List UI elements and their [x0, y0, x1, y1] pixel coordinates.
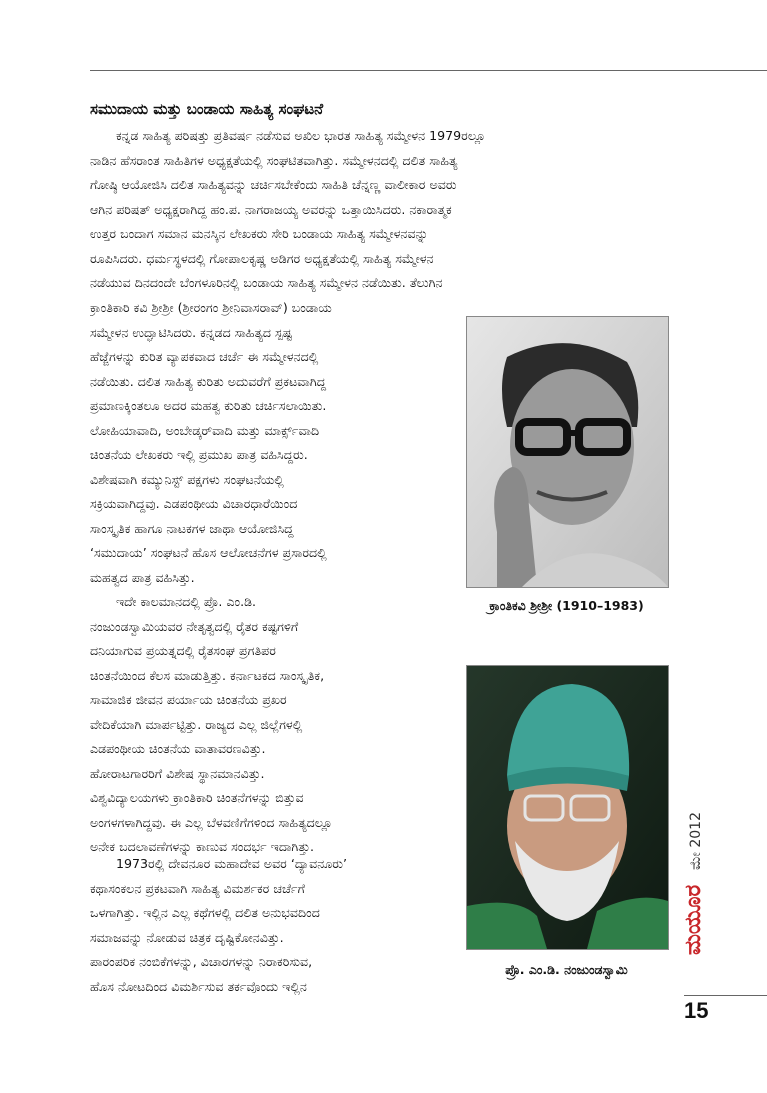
- photo-caption-nanjundaswamy: ಪ್ರೊ. ಎಂ.ಡಿ. ನಂಜುಂಡಸ್ವಾಮಿ: [505, 962, 628, 977]
- paragraph-4: [90, 852, 468, 999]
- text-line: ವಿಶೇಷವಾಗಿ ಕಮ್ಯುನಿಸ್ಟ್ ಪಕ್ಷಗಳು ಸಂಘಟನೆಯಲ್ಲಿ: [90, 471, 284, 487]
- text-line: ನಡೆಯುವ ದಿನದಂದೇ ಬೆಂಗಳೂರಿನಲ್ಲಿ ಬಂಡಾಯ ಸಾಹಿತ್ಯ ಸಮ್ಮೇಳನ ನಡೆಯಿತು. ತೆಲುಗಿನ: [90, 275, 443, 290]
- text-line: ಸಾಮಾಜಿಕ ಜೀವನ ಪರ್ಯಾಯ ಚಿಂತನೆಯ ಪ್ರಖರ: [90, 692, 287, 707]
- text-line: ಕಥಾಸಂಕಲನ ಪ್ರಕಟವಾಗಿ ಸಾಹಿತ್ಯ ವಿಮರ್ಶಕರ ಚರ್ಚೆಗೆ: [90, 880, 305, 896]
- text-line: ಚಿಂತನೆಯ ಲೇಖಕರು ಇಲ್ಲಿ ಪ್ರಮುಖ ಪಾತ್ರ ವಹಿಸಿದ್ದರು.: [90, 447, 308, 462]
- text-line: ಆಗಿನ ಪರಿಷತ್ ಅಧ್ಯಕ್ಷರಾಗಿದ್ದ ಹಂ.ಪ. ನಾಗರಾಜಯ್ಯ ಅವರನ್ನು ಒತ್ತಾಯಿಸಿದರು. ನಕಾರಾತ್ಮಕ: [90, 201, 452, 217]
- portrait-photo-nanjundaswamy: [466, 665, 669, 950]
- text-line: ಎಡಪಂಥೀಯ ಚಿಂತನೆಯ ವಾತಾವರಣವಿತ್ತು.: [90, 741, 266, 756]
- text-line: ರೂಪಿಸಿದರು. ಧರ್ಮಸ್ಥಳದಲ್ಲಿ ಗೋಪಾಲಕೃಷ್ಣ ಅಡಿಗರ ಅಧ್ಯಕ್ಷತೆಯಲ್ಲಿ ಸಾಹಿತ್ಯ ಸಮ್ಮೇಳನ: [90, 250, 434, 266]
- text-line: ‘ಸಮುದಾಯ’ ಸಂಘಟನೆ ಹೊಸ ಆಲೋಚನೆಗಳ ಪ್ರಸಾರದಲ್ಲಿ: [90, 545, 327, 560]
- text-line: ಸಾಂಸ್ಕೃತಿಕ ಹಾಗೂ ನಾಟಕಗಳ ಜಾಥಾ ಆಯೋಜಿಸಿದ್ದ: [90, 520, 294, 536]
- portrait-photo-srisri: [466, 316, 669, 588]
- issue-date: ಮೇ 2012: [688, 812, 704, 870]
- text-line: ಸಮ್ಮೇಳನ ಉದ್ಘಾಟಿಸಿದರು. ಕನ್ನಡದ ಸಾಹಿತ್ಯದ ಸ್ಪಷ್ಟ: [90, 324, 293, 340]
- text-line: ಸಕ್ರಿಯವಾಗಿದ್ದವು. ಎಡಪಂಥೀಯ ವಿಚಾರಧಾರೆಯಿಂದ: [90, 496, 298, 511]
- text-line: ಹೊಸ ನೋಟದಿಂದ ವಿಮರ್ಶಿಸುವ ತರ್ಕವೊಂದು ಇಲ್ಲಿನ: [90, 978, 307, 994]
- magazine-logo: ಮಯೂರ: [681, 884, 706, 955]
- text-line: ಅಂಗಳಗಳಾಗಿದ್ದವು. ಈ ಎಲ್ಲ ಬೆಳವಣಿಗೆಗಳಿಂದ ಸಾಹಿತ್ಯದಲ್ಲೂ: [90, 814, 333, 830]
- text-line: ಒಳಗಾಗಿತ್ತು. ಇಲ್ಲಿನ ಎಲ್ಲ ಕಥೆಗಳಲ್ಲಿ ದಲಿತ ಅನುಭವದಿಂದ: [90, 905, 320, 920]
- page-number: 15: [684, 998, 709, 1023]
- text-line: ಕನ್ನಡ ಸಾಹಿತ್ಯ ಪರಿಷತ್ತು ಪ್ರತಿವರ್ಷ ನಡೆಸುವ ಅಖಿಲ ಭಾರತ ಸಾಹಿತ್ಯ ಸಮ್ಮೇಳನ 1979ರಲ್ಲೂ: [116, 128, 486, 143]
- top-rule: [90, 70, 767, 71]
- paragraph-3: [90, 590, 468, 860]
- paragraph-1: [90, 124, 670, 296]
- text-line: ನಂಜುಂಡಸ್ವಾಮಿಯವರ ನೇತೃತ್ವದಲ್ಲಿ ರೈತರ ಕಷ್ಟಗಳಿಗೆ: [90, 618, 299, 634]
- text-line: ಹೋರಾಟಗಾರರಿಗೆ ವಿಶೇಷ ಸ್ಥಾನಮಾನವಿತ್ತು.: [90, 765, 265, 781]
- text-line: ಹೆಜ್ಜೆಗಳನ್ನು ಕುರಿತ ವ್ಯಾಪಕವಾದ ಚರ್ಚೆ ಈ ಸಮ್ಮೇಳನದಲ್ಲಿ: [90, 349, 319, 364]
- text-line: ಉತ್ತರ ಬಂದಾಗ ಸಮಾನ ಮನಸ್ಕಿನ ಲೇಖಕರು ಸೇರಿ ಬಂಡಾಯ ಸಾಹಿತ್ಯ ಸಮ್ಮೇಳನವನ್ನು: [90, 226, 429, 241]
- text-line: ವಿಶ್ವವಿದ್ಯಾಲಯಗಳು ಕ್ರಾಂತಿಕಾರಿ ಚಿಂತನೆಗಳನ್ನು ಬಿತ್ತುವ: [90, 790, 304, 805]
- text-line: ಸಮಾಜವನ್ನು ನೋಡುವ ಚಿತ್ರಕ ದೃಷ್ಟಿಕೋನವಿತ್ತು.: [90, 929, 284, 945]
- text-line: ಚಿಂತನೆಯಿಂದ ಕೆಲಸ ಮಾಡುತ್ತಿತ್ತು. ಕರ್ನಾಟಕದ ಸಾಂಸ್ಕೃತಿಕ,: [90, 667, 325, 683]
- paragraph-2: [90, 296, 468, 590]
- footer-rule: [684, 995, 767, 996]
- text-line: ಪಾರಂಪರಿಕ ನಂಬಿಕೆಗಳನ್ನು, ವಿಚಾರಗಳನ್ನು ನಿರಾಕರಿಸುವ,: [90, 954, 313, 969]
- text-line: ಮಹತ್ವದ ಪಾತ್ರ ವಹಿಸಿತ್ತು.: [90, 569, 195, 585]
- portrait-illustration-nanjundaswamy: [467, 666, 668, 949]
- section-heading: ಸಮುದಾಯ ಮತ್ತು ಬಂಡಾಯ ಸಾಹಿತ್ಯ ಸಂಘಟನೆ: [90, 100, 324, 118]
- text-line: ಗೋಷ್ಠಿ ಆಯೋಜಿಸಿ ದಲಿತ ಸಾಹಿತ್ಯವನ್ನು ಚರ್ಚಿಸಬೇಕೆಂದು ಸಾಹಿತಿ ಚೆನ್ನಣ್ಣ ವಾಲೀಕಾರ ಅವರು: [90, 177, 457, 192]
- text-line: ನಡೆಯಿತು. ದಲಿತ ಸಾಹಿತ್ಯ ಕುರಿತು ಅದುವರೆಗೆ ಪ್ರಕಟವಾಗಿದ್ದ: [90, 373, 327, 389]
- text-line: ವೇದಿಕೆಯಾಗಿ ಮಾರ್ಪಟ್ಟಿತ್ತು. ರಾಜ್ಯದ ಎಲ್ಲ ಜಿಲ್ಲೆಗಳಲ್ಲಿ: [90, 716, 303, 732]
- text-line: ಇದೇ ಕಾಲಮಾನದಲ್ಲಿ ಪ್ರೊ. ಎಂ.ಡಿ.: [116, 594, 257, 609]
- text-line: ನಾಡಿನ ಹೆಸರಾಂತ ಸಾಹಿತಿಗಳ ಅಧ್ಯಕ್ಷತೆಯಲ್ಲಿ ಸಂಘಟಿತವಾಗಿತ್ತು. ಸಮ್ಮೇಳನದಲ್ಲಿ ದಲಿತ ಸಾಹಿತ್ಯ: [90, 152, 458, 168]
- text-line: ಪ್ರಮಾಣಕ್ಕಿಂತಲೂ ಅದರ ಮಹತ್ವ ಕುರಿತು ಚರ್ಚಿಸಲಾಯಿತು.: [90, 398, 327, 413]
- portrait-illustration-srisri: [467, 317, 668, 587]
- text-line: ಲೋಹಿಯಾವಾದಿ, ಅಂಬೇಡ್ಕರ್‌ವಾದಿ ಮತ್ತು ಮಾರ್ಕ್ಸ್‌ವಾದಿ: [90, 422, 320, 438]
- text-line: 1973ರಲ್ಲಿ ದೇವನೂರ ಮಹಾದೇವ ಅವರ ‘ದ್ಯಾವನೂರು’: [116, 856, 347, 871]
- text-line: ಅನೇಕ ಬದಲಾವಣೆಗಳನ್ನು ಕಾಣುವ ಸಂದರ್ಭ ಇದಾಗಿತ್ತು.: [90, 839, 315, 854]
- text-line: ದನಿಯಾಗುವ ಪ್ರಯತ್ನದಲ್ಲಿ ರೈತಸಂಘ ಪ್ರಗತಿಪರ: [90, 643, 276, 658]
- photo-caption-srisri: ಕ್ರಾಂತಿಕವಿ ಶ್ರೀಶ್ರೀ (1910–1983): [489, 598, 644, 613]
- text-line: ಕ್ರಾಂತಿಕಾರಿ ಕವಿ ಶ್ರೀಶ್ರೀ (ಶ್ರೀರಂಗಂ ಶ್ರೀನಿವಾಸರಾವ್) ಬಂಡಾಯ: [90, 300, 332, 315]
